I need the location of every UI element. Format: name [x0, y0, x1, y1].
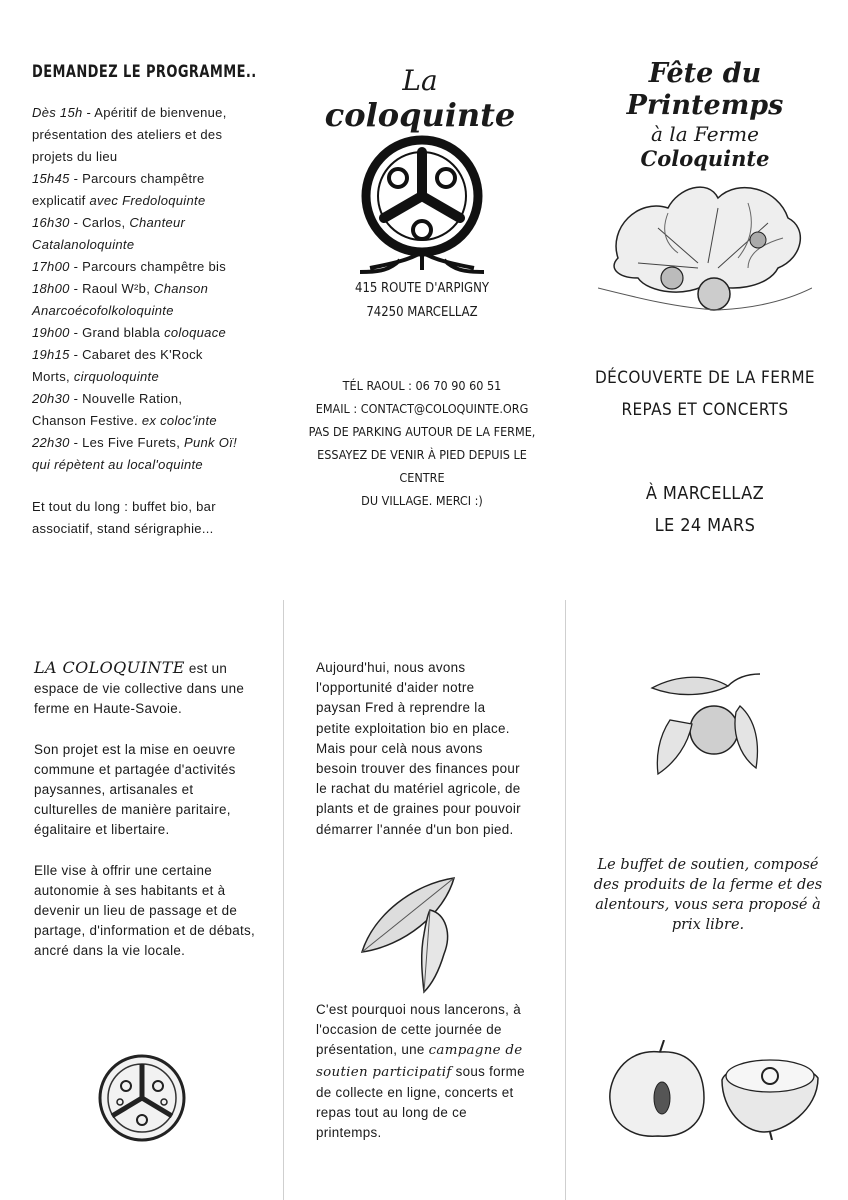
cover-tagline [580, 362, 830, 426]
programme-text: - Nouvelle Ration, [69, 391, 183, 406]
programme-time: 15h45 [32, 171, 70, 186]
programme-line [32, 432, 262, 454]
project-text-2 [316, 1000, 528, 1163]
contact-note-2: ESSAYEZ DE VENIR À PIED DEPUIS LE CENTRE [317, 447, 527, 485]
programme-line [32, 344, 262, 366]
programme-line [32, 322, 262, 344]
programme-line [32, 256, 262, 278]
programme-extra [32, 496, 262, 540]
logo-word-la: La [402, 64, 438, 97]
cover-title [580, 58, 830, 172]
contact-note-3: DU VILLAGE. MERCI :) [361, 493, 483, 508]
programme-line [32, 146, 262, 168]
programme-emphasis: ex coloc'inte [141, 413, 217, 428]
fold-line-left [283, 600, 284, 1200]
programme-line [32, 454, 262, 476]
fold-line-right [565, 600, 566, 1200]
programme-line [32, 190, 262, 212]
programme-line [32, 102, 262, 124]
apple-halves-illustration [604, 1040, 824, 1140]
about-paragraph-2: Son projet est la mise en oeuvre commune et partagée d'activités paysannes, artisanales et culturelles de manière paritaire, égalitaire et libertaire. [34, 741, 236, 838]
programme-text: explicatif [32, 193, 90, 208]
programme-emphasis: cirquoloquinte [73, 369, 159, 384]
programme-title: DEMANDEZ LE PROGRAMME.. [32, 62, 257, 82]
contact-note-1: PAS DE PARKING AUTOUR DE LA FERME, [308, 424, 536, 439]
cover-place: À MARCELLAZ [645, 483, 765, 504]
about-text [34, 658, 256, 982]
about-paragraph-1 [34, 658, 256, 720]
buffet-note: Le buffet de soutien, composé des produits de la ferme et des alentours, vous sera proposé à prix libre. [593, 857, 823, 933]
cover-tagline-line2: REPAS ET CONCERTS [621, 400, 789, 420]
programme-emphasis: qui répètent au local'oquinte [32, 457, 203, 472]
contact-email: EMAIL : CONTACT@COLOQUINTE.ORG [315, 401, 529, 416]
pumpkin-leaves-illustration [598, 168, 812, 318]
programme-line [32, 168, 262, 190]
programme-time: 22h30 [32, 435, 70, 450]
contact-phone: TÉL RAOUL : 06 70 90 60 51 [342, 378, 502, 393]
programme-text: - Les Five Furets, [69, 435, 185, 450]
seed-pods-illustration [354, 874, 464, 994]
programme-line [32, 300, 262, 322]
programme-emphasis: coloquace [164, 325, 227, 340]
programme-text: - Carlos, [69, 215, 130, 230]
programme-time: 19h15 [32, 347, 70, 362]
programme-time: 18h00 [32, 281, 70, 296]
programme-text: - Parcours champêtre [69, 171, 205, 186]
cover-date: LE 24 MARS [654, 515, 756, 536]
project-paragraph-1: Aujourd'hui, nous avons l'opportunité d'aider notre paysan Fred à reprendre la petite exploitation bio en place. Mais pour celà nous avons besoin trouver des finances pour le rachat du matériel agricole, de plants et de graines pour pouvoir démarrer l'année d'un bon pied. [316, 660, 521, 837]
programme-text: projets du lieu [32, 149, 118, 164]
campaign-name: campagne de soutien participatif [316, 1043, 523, 1080]
programme-text: - Grand blabla [69, 325, 165, 340]
apple-branch-illustration [648, 668, 764, 778]
programme-text: - Parcours champêtre bis [69, 259, 226, 274]
address-city: 74250 MARCELLAZ [366, 305, 478, 320]
programme-line [32, 278, 262, 300]
cover-title-line2: à la Ferme [651, 122, 759, 146]
programme-emphasis: Punk Oï! [184, 435, 238, 450]
project-paragraph-2-end: sous forme de collecte en ligne, concerts et repas tout au long de ce printemps. [316, 1063, 525, 1141]
cover-place-date [580, 478, 830, 542]
project-paragraph-2-start: C'est pourquoi nous lancerons, à l'occasion de cette journée de présentation, une [316, 1002, 521, 1058]
project-text-1 [316, 658, 522, 860]
contact-block [300, 374, 544, 512]
coloquinte-logo-emblem [340, 134, 504, 274]
programme-extra-line2: associatif, stand sérigraphie... [32, 521, 214, 536]
programme-list [32, 102, 262, 476]
programme-extra-line1: Et tout du long : buffet bio, bar [32, 499, 216, 514]
programme-line [32, 124, 262, 146]
programme-time: 16h30 [32, 215, 70, 230]
programme-emphasis: Chanson [154, 281, 209, 296]
programme-emphasis: Catalanoloquinte [32, 237, 135, 252]
programme-time: 20h30 [32, 391, 70, 406]
project-paragraph-2 [316, 1000, 528, 1143]
programme-time: 17h00 [32, 259, 70, 274]
cover-title-line1: Fête du Printemps [626, 58, 784, 121]
programme-emphasis: Chanteur [129, 215, 186, 230]
programme-emphasis: Anarcoécofolkoloquinte [32, 303, 174, 318]
programme-text: - Apéritif de bienvenue, [82, 105, 227, 120]
about-paragraph-1-text: est un espace de vie collective dans une ferme en Haute-Savoie. [34, 661, 245, 717]
programme-time: Dès 15h [32, 105, 83, 120]
programme-emphasis: avec Fredoloquinte [89, 193, 206, 208]
cover-title-line3: Coloquinte [640, 146, 770, 171]
cover-tagline-line1: DÉCOUVERTE DE LA FERME [595, 368, 815, 388]
about-paragraph-3: Elle vise à offrir une certaine autonomie à ses habitants et à devenir un lieu de passage et de partage, d'information et de débats, ancré dans la vie locale. [34, 862, 256, 959]
brand-name: LA COLOQUINTE [34, 658, 185, 677]
programme-line [32, 212, 262, 234]
gourd-cross-section-illustration [96, 1052, 188, 1144]
programme-line [32, 234, 262, 256]
programme-line [32, 410, 262, 432]
programme-text: Morts, [32, 369, 74, 384]
programme-text: présentation des ateliers et des [32, 127, 223, 142]
programme-time: 19h00 [32, 325, 70, 340]
programme-text: - Cabaret des K'Rock [69, 347, 203, 362]
programme-line [32, 366, 262, 388]
address-street: 415 ROUTE D'ARPIGNY [355, 281, 489, 296]
programme-text: Chanson Festive. [32, 413, 142, 428]
programme-line [32, 388, 262, 410]
logo-word-coloquinte: coloquinte [324, 96, 516, 134]
programme-text: - Raoul W²b, [69, 281, 155, 296]
